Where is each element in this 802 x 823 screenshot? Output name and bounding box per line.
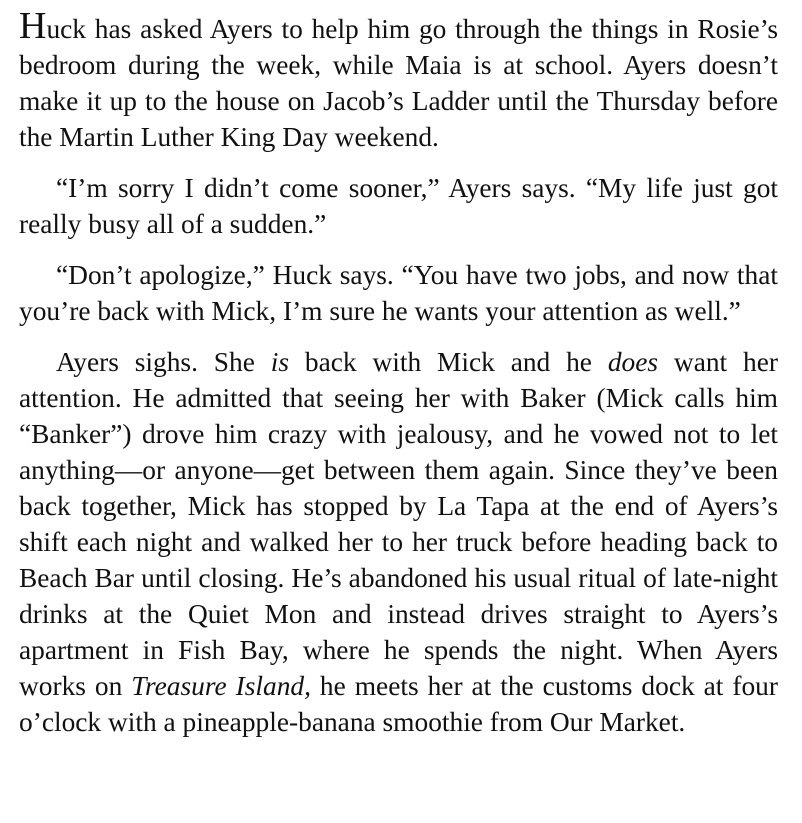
paragraph-4-seg-2: back with Mick and he — [289, 347, 608, 377]
paragraph-4-emphasis-treasure-island: Treasure Island, — [131, 671, 311, 701]
drop-cap-letter: H — [19, 5, 47, 47]
paragraph-1 — [19, 5, 778, 155]
paragraph-4-seg-4: he meets her at the customs dock at four o’clock with a pineapple-banana smoothie from Our Market. — [19, 671, 778, 737]
paragraph-2: “I’m sorry I didn’t come sooner,” Ayers says. “My life just got really busy all of a sudden.” — [19, 173, 778, 239]
paragraph-1-text: uck has asked Ayers to help him go through the things in Rosie’s bedroom during the week, while Maia is at school. Ayers doesn’t make it up to the house on Jacob’s Ladder until the Thursday before the Martin Luther King Day weekend. — [19, 14, 778, 152]
paragraph-3: “Don’t apologize,” Huck says. “You have two jobs, and now that you’re back with Mick, I’m sure he wants your attention as well.” — [19, 260, 778, 326]
paragraph-4 — [19, 344, 778, 740]
paragraph-4-seg-1: Ayers sighs. She — [56, 347, 271, 377]
paragraph-4-emphasis-is: is — [270, 347, 290, 377]
paragraph-4-emphasis-does: does — [607, 347, 659, 377]
paragraph-4-seg-3: want her attention. He admitted that seeing her with Baker (Mick calls him “Banker”) drove him crazy with jealousy, and he vowed not to let anything—or anyone—get between them again. Since they’ve been back together, Mick has stopped by La Tapa at the end of Ayers’s shift each night and walked her to her truck before heading back to Beach Bar until closing. He’s abandoned his usual ritual of late-night drinks at the Quiet Mon and instead drives straight to Ayers’s apartment in Fish Bay, where he spends the night. When Ayers works on — [19, 347, 778, 701]
